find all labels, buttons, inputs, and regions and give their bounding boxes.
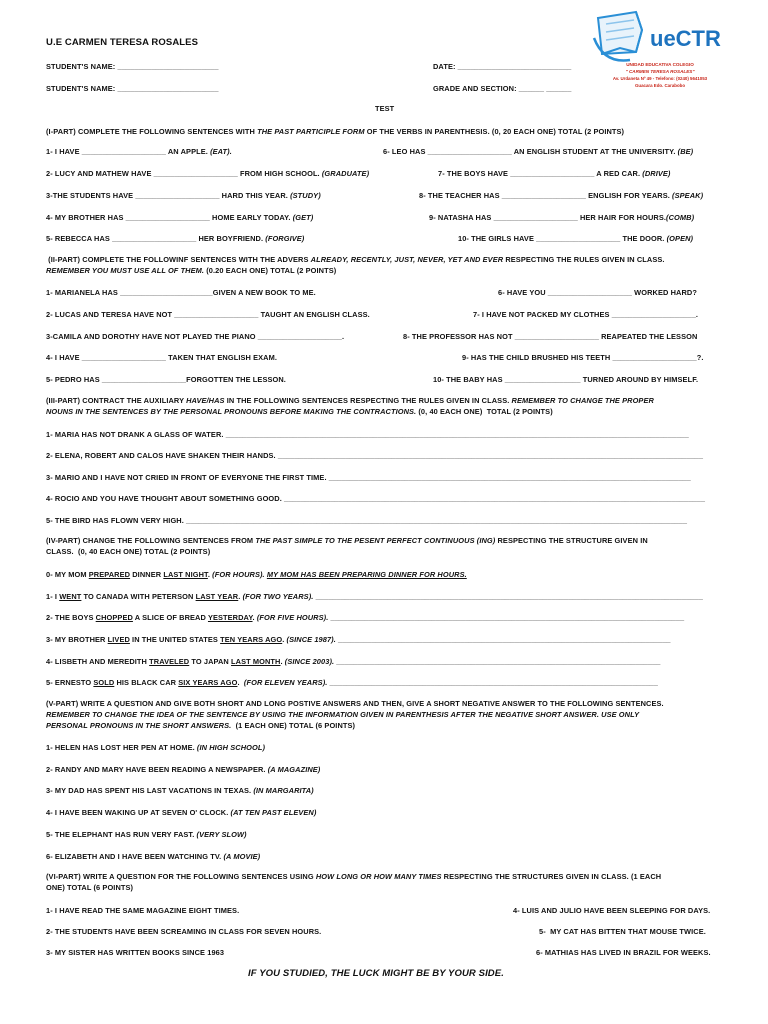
part6-item-3[interactable]: 3- MY SISTER HAS WRITTEN BOOKS SINCE 1963 bbox=[46, 948, 225, 957]
part1-item-9[interactable]: 9- NATASHA HAS ____________________ HER HAIR FOR HOURS.(COMB) bbox=[429, 213, 695, 222]
part4-item-3[interactable]: 3- MY BROTHER LIVED IN THE UNITED STATES TEN YEARS AGO. (SINCE 1987). _______________________________________________________________________________ bbox=[46, 635, 671, 644]
part1-item-5[interactable]: 5- REBECCA HAS ____________________ HER BOYFRIEND. (FORGIVE) bbox=[46, 234, 305, 243]
part4-item-5[interactable]: 5- ERNESTO SOLD HIS BLACK CAR SIX YEARS AGO. (FOR ELEVEN YEARS). ______________________________________________________________________________ bbox=[46, 678, 658, 687]
part3-item-1[interactable]: 1- MARIA HAS NOT DRANK A GLASS OF WATER. ______________________________________________________________________________________________________________ bbox=[46, 430, 689, 439]
part2-item-10[interactable]: 10- THE BABY HAS __________________ TURNED AROUND BY HIMSELF. bbox=[433, 375, 699, 384]
part3-item-2[interactable]: 2- ELENA, ROBERT AND CALOS HAVE SHAKEN THEIR HANDS. _____________________________________________________________________________________________________ bbox=[46, 451, 704, 460]
part4-item-1[interactable]: 1- I WENT TO CANADA WITH PETERSON LAST YEAR. (FOR TWO YEARS). ____________________________________________________________________________________________ bbox=[46, 592, 703, 601]
student-name-field-1[interactable]: STUDENT'S NAME: ________________________ bbox=[46, 62, 219, 71]
part3-instructions-line1: (III-PART) CONTRACT THE AUXILIARY HAVE/HAS IN THE FOLLOWING SENTENCES RESPECTING THE RULES GIVEN IN CLASS. REMEMBER TO CHANGE THE PROPER bbox=[46, 396, 654, 405]
part5-item-5[interactable]: 5- THE ELEPHANT HAS RUN VERY FAST. (VERY SLOW) bbox=[46, 830, 247, 839]
part1-item-7[interactable]: 7- THE BOYS HAVE ____________________ A RED CAR. (DRIVE) bbox=[438, 169, 671, 178]
part3-item-3[interactable]: 3- MARIO AND I HAVE NOT CRIED IN FRONT OF EVERYONE THE FIRST TIME. ______________________________________________________________________________________ bbox=[46, 473, 691, 482]
date-field[interactable]: DATE: ___________________________ bbox=[433, 62, 572, 71]
part6-instructions-line2: ONE) TOTAL (6 POINTS) bbox=[46, 883, 134, 892]
school-logo bbox=[590, 8, 730, 100]
part2-item-9[interactable]: 9- HAS THE CHILD BRUSHED HIS TEETH ____________________?. bbox=[462, 353, 704, 362]
part1-item-1[interactable]: 1- I HAVE ____________________ AN APPLE. (EAT). bbox=[46, 147, 232, 156]
part2-item-1[interactable]: 1- MARIANELA HAS ______________________GIVEN A NEW BOOK TO ME. bbox=[46, 288, 316, 297]
part2-instructions-line2: REMEMBER YOU MUST USE ALL OF THEM. (0.20 EACH ONE) TOTAL (2 POINTS) bbox=[46, 266, 337, 275]
part6-item-6[interactable]: 6- MATHIAS HAS LIVED IN BRAZIL FOR WEEKS. bbox=[536, 948, 711, 957]
part5-instructions-line3: PERSONAL PRONOUNS IN THE SHORT ANSWERS. (1 EACH ONE) TOTAL (6 POINTS) bbox=[46, 721, 356, 730]
part2-item-5[interactable]: 5- PEDRO HAS ____________________FORGOTTEN THE LESSON. bbox=[46, 375, 286, 384]
part1-item-3[interactable]: 3-THE STUDENTS HAVE ____________________ HARD THIS YEAR. (STUDY) bbox=[46, 191, 321, 200]
part1-instructions: (I-PART) COMPLETE THE FOLLOWING SENTENCES WITH THE PAST PARTICIPLE FORM OF THE VERBS IN PARENTHESIS. (0, 20 EACH ONE) TOTAL (2 POINTS) bbox=[46, 127, 625, 136]
part1-item-2[interactable]: 2- LUCY AND MATHEW HAVE ____________________ FROM HIGH SCHOOL. (GRADUATE) bbox=[46, 169, 370, 178]
part2-item-4[interactable]: 4- I HAVE ____________________ TAKEN THAT ENGLISH EXAM. bbox=[46, 353, 278, 362]
part4-instructions-line2: CLASS. (0, 40 EACH ONE) TOTAL (2 POINTS) bbox=[46, 547, 211, 556]
test-title: TEST bbox=[375, 104, 395, 113]
svg-text:Guacara Edo. Carabobo: Guacara Edo. Carabobo bbox=[634, 83, 686, 88]
school-title: U.E CARMEN TERESA ROSALES bbox=[46, 37, 199, 48]
part3-item-4[interactable]: 4- ROCIO AND YOU HAVE THOUGHT ABOUT SOMETHING GOOD. ____________________________________________________________________________________________________ bbox=[46, 494, 706, 503]
grade-section-field[interactable]: GRADE AND SECTION: ______ ______ bbox=[433, 84, 572, 93]
svg-text:" CARMEN TERESA ROSALES": " CARMEN TERESA ROSALES" bbox=[625, 69, 695, 74]
part4-item-2[interactable]: 2- THE BOYS CHOPPED A SLICE OF BREAD YESTERDAY. (FOR FIVE HOURS). ____________________________________________________________________________________ bbox=[46, 613, 685, 622]
part6-item-2[interactable]: 2- THE STUDENTS HAVE BEEN SCREAMING IN CLASS FOR SEVEN HOURS. bbox=[46, 927, 322, 936]
student-name-field-2[interactable]: STUDENT'S NAME: ________________________ bbox=[46, 84, 219, 93]
part6-item-1[interactable]: 1- I HAVE READ THE SAME MAGAZINE EIGHT TIMES. bbox=[46, 906, 240, 915]
part4-item-4[interactable]: 4- LISBETH AND MEREDITH TRAVELED TO JAPAN LAST MONTH. (SINCE 2003). _____________________________________________________________________________ bbox=[46, 657, 661, 666]
part2-item-7[interactable]: 7- I HAVE NOT PACKED MY CLOTHES ____________________. bbox=[473, 310, 699, 319]
part5-item-2[interactable]: 2- RANDY AND MARY HAVE BEEN READING A NEWSPAPER. (A MAGAZINE) bbox=[46, 765, 321, 774]
part1-item-8[interactable]: 8- THE TEACHER HAS ____________________ ENGLISH FOR YEARS. (SPEAK) bbox=[419, 191, 704, 200]
part5-instructions-line2: REMEMBER TO CHANGE THE IDEA OF THE SENTENCE BY USING THE INFORMATION GIVEN IN PARENTHESIS AFTER THE NEGATIVE SHORT ANSWER. USE ONLY bbox=[46, 710, 640, 719]
part6-instructions-line1: (VI-PART) WRITE A QUESTION FOR THE FOLLOWING SENTENCES USING HOW LONG OR HOW MANY TIMES RESPECTING THE STRUCTURES GIVEN IN CLASS. (1 EACH bbox=[46, 872, 662, 881]
part5-item-1[interactable]: 1- HELEN HAS LOST HER PEN AT HOME. (IN HIGH SCHOOL) bbox=[46, 743, 266, 752]
part5-item-6[interactable]: 6- ELIZABETH AND I HAVE BEEN WATCHING TV. (A MOVIE) bbox=[46, 852, 261, 861]
part1-item-4[interactable]: 4- MY BROTHER HAS ____________________ HOME EARLY TODAY. (GET) bbox=[46, 213, 314, 222]
part1-item-6[interactable]: 6- LEO HAS ____________________ AN ENGLISH STUDENT AT THE UNIVERSITY. (BE) bbox=[383, 147, 694, 156]
svg-text:UNIDAD EDUCATIVA COLEGIO: UNIDAD EDUCATIVA COLEGIO bbox=[626, 62, 694, 67]
part1-item-10[interactable]: 10- THE GIRLS HAVE ____________________ THE DOOR. (OPEN) bbox=[458, 234, 694, 243]
footer-motto: IF YOU STUDIED, THE LUCK MIGHT BE BY YOUR SIDE. bbox=[248, 968, 504, 979]
part6-item-5[interactable]: 5- MY CAT HAS BITTEN THAT MOUSE TWICE. bbox=[539, 927, 706, 936]
part5-instructions-line1: (V-PART) WRITE A QUESTION AND GIVE BOTH SHORT AND LONG POSTIVE ANSWERS AND THEN, GIVE A SHORT NEGATIVE ANSWER TO THE FOLLOWING SENTENCES. bbox=[46, 699, 664, 708]
svg-text:Av. Urdaneta Nº 49 - Telefono:: Av. Urdaneta Nº 49 - Telefono: (0240) 5641053 bbox=[612, 76, 708, 81]
book-logo-icon bbox=[590, 8, 730, 100]
part3-item-5[interactable]: 5- THE BIRD HAS FLOWN VERY HIGH. _______________________________________________________________________________________________________________________ bbox=[46, 516, 688, 525]
part5-item-3[interactable]: 3- MY DAD HAS SPENT HIS LAST VACATIONS IN TEXAS. (IN MARGARITA) bbox=[46, 786, 314, 795]
part2-item-2[interactable]: 2- LUCAS AND TERESA HAVE NOT ____________________ TAUGHT AN ENGLISH CLASS. bbox=[46, 310, 370, 319]
part5-item-4[interactable]: 4- I HAVE BEEN WAKING UP AT SEVEN O' CLOCK. (AT TEN PAST ELEVEN) bbox=[46, 808, 317, 817]
part4-example: 0- MY MOM PREPARED DINNER LAST NIGHT. (FOR HOURS). MY MOM HAS BEEN PREPARING DINNER FOR HOURS. bbox=[46, 570, 467, 579]
part2-item-8[interactable]: 8- THE PROFESSOR HAS NOT ____________________ REAPEATED THE LESSON bbox=[403, 332, 698, 341]
logo-brand: ueCTR bbox=[650, 26, 721, 51]
part2-item-3[interactable]: 3-CAMILA AND DOROTHY HAVE NOT PLAYED THE PIANO ____________________. bbox=[46, 332, 345, 341]
part2-instructions-line1: (II-PART) COMPLETE THE FOLLOWINF SENTENCES WITH THE ADVERS ALREADY, RECENTLY, JUST, NEVER, YET AND EVER RESPECTING THE RULES GIVEN IN CLASS. bbox=[46, 255, 665, 264]
part4-instructions-line1: (IV-PART) CHANGE THE FOLLOWING SENTENCES FROM THE PAST SIMPLE TO THE PESENT PERFECT CONTINUOUS (ING) RESPECTING THE STRUCTURE GIVEN IN bbox=[46, 536, 648, 545]
part2-item-6[interactable]: 6- HAVE YOU ____________________ WORKED HARD? bbox=[498, 288, 697, 297]
part6-item-4[interactable]: 4- LUIS AND JULIO HAVE BEEN SLEEPING FOR DAYS. bbox=[513, 906, 711, 915]
part3-instructions-line2: NOUNS IN THE SENTENCES BY THE PERSONAL PRONOUNS BEFORE MAKING THE CONTRACTIONS. (0, 40 EACH ONE) TOTAL (2 POINTS) bbox=[46, 407, 553, 416]
